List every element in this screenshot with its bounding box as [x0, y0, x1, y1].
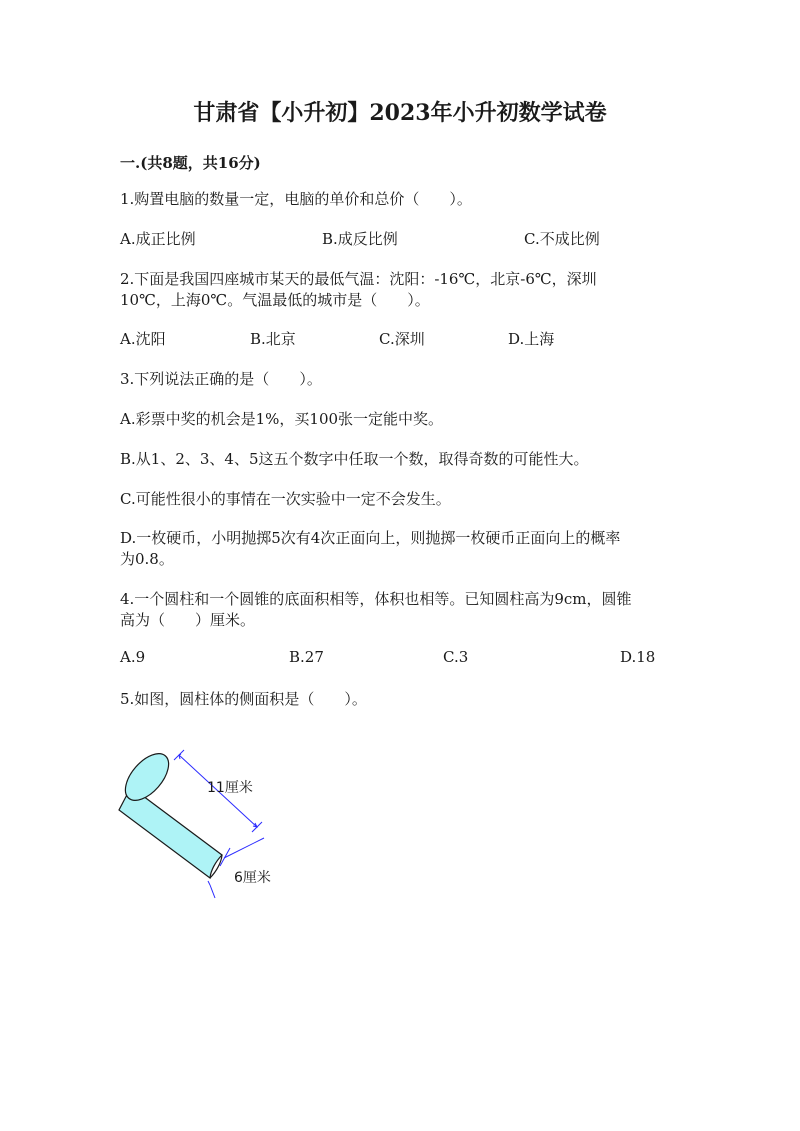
question-4-option-a[interactable]: A.9 — [120, 648, 146, 666]
diameter-label: 6厘米 — [234, 870, 271, 886]
question-4-stem-line-1: 4.一个圆柱和一个圆锥的底面积相等，体积也相等。已知圆柱高为9cm，圆锥 — [120, 590, 632, 608]
question-4-option-b[interactable]: B.27 — [289, 648, 324, 666]
question-2-option-b[interactable]: B.北京 — [250, 330, 296, 348]
question-3-option-b[interactable]: B.从1、2、3、4、5这五个数字中任取一个数，取得奇数的可能性大。 — [120, 450, 589, 468]
question-2-option-c[interactable]: C.深圳 — [379, 330, 425, 348]
page-title: 甘肃省【小升初】2023年小升初数学试卷 — [193, 100, 607, 126]
question-3-stem: 3.下列说法正确的是（ ）。 — [120, 370, 322, 388]
question-4-option-c[interactable]: C.3 — [443, 648, 469, 666]
question-1-option-a[interactable]: A.成正比例 — [120, 230, 196, 248]
question-3-option-d-line-1[interactable]: D.一枚硬币，小明抛掷5次有4次正面向上，则抛掷一枚硬币正面向上的概率 — [120, 529, 621, 547]
question-2-option-a[interactable]: A.沈阳 — [120, 330, 166, 348]
length-label: 11厘米 — [207, 780, 253, 796]
diameter-dimension — [208, 838, 264, 898]
question-3-option-a[interactable]: A.彩票中奖的机会是1%，买100张一定能中奖。 — [120, 410, 444, 428]
question-2-stem-line-2: 10℃，上海0℃。气温最低的城市是（ ）。 — [120, 291, 430, 309]
question-1-stem: 1.购置电脑的数量一定，电脑的单价和总价（ ）。 — [120, 190, 472, 208]
question-3-option-c[interactable]: C.可能性很小的事情在一次实验中一定不会发生。 — [120, 490, 451, 508]
question-1-option-b[interactable]: B.成反比例 — [322, 230, 398, 248]
section-heading: 一.(共8题，共16分) — [120, 154, 261, 172]
question-5-stem: 5.如图，圆柱体的侧面积是（ ）。 — [120, 690, 367, 708]
question-1-option-c[interactable]: C.不成比例 — [524, 230, 600, 248]
question-4-stem-line-2: 高为（ ）厘米。 — [120, 611, 256, 629]
question-4-option-d[interactable]: D.18 — [620, 648, 656, 666]
question-3-option-d-line-2[interactable]: 为0.8。 — [120, 550, 174, 568]
cylinder-diagram — [118, 735, 298, 905]
question-2-option-d[interactable]: D.上海 — [508, 330, 555, 348]
question-2-stem-line-1: 2.下面是我国四座城市某天的最低气温：沈阳：-16℃，北京-6℃，深圳 — [120, 270, 597, 288]
cylinder-figure — [118, 735, 298, 905]
